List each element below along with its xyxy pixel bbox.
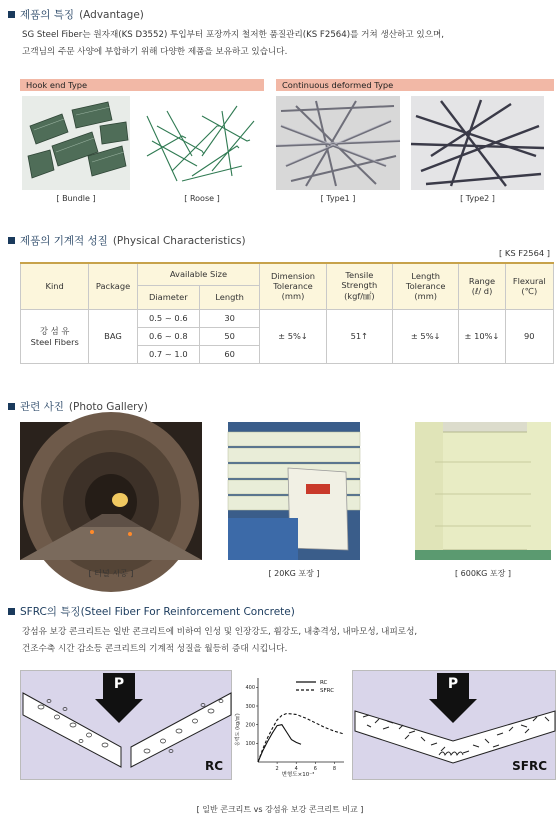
y-tick-label: 400 — [245, 685, 255, 692]
cell-length-tolerance: ± 5%↓ — [393, 309, 459, 363]
table-row — [21, 309, 554, 327]
header-kind: Kind — [21, 263, 89, 309]
stress-strain-chart — [236, 670, 348, 780]
series-line-rc — [258, 725, 301, 762]
cell-length: 50 — [199, 327, 259, 345]
standard-label: [ KS F2564 ] — [499, 248, 550, 258]
advantage-heading — [8, 7, 144, 22]
cell-diameter: 0.6 ~ 0.8 — [137, 327, 199, 345]
header-line: (kgf/㎟) — [344, 291, 375, 302]
physical-title-ko: 제품의 기계적 성질 — [20, 235, 108, 247]
bullet-square-icon — [8, 403, 15, 410]
header-line: (mm) — [281, 291, 305, 302]
header-line: Range — [468, 276, 496, 287]
rc-label: RC — [204, 759, 223, 773]
header-line: (ℓ/ d) — [471, 286, 493, 297]
caption-600kg: [ 600KG 포장 ] — [454, 569, 512, 578]
caption-roose: [ Roose ] — [184, 194, 220, 203]
load-p-label-rc: P — [113, 676, 125, 692]
physical-spec-table — [20, 262, 554, 364]
x-tick-label: 8 — [332, 766, 337, 772]
header-dimension-tolerance — [260, 263, 326, 309]
x-tick-label: 2 — [275, 766, 279, 772]
bullet-square-icon — [8, 608, 15, 615]
caption-tunnel: [ 터널 시공 ] — [88, 569, 134, 578]
y-tick-label: 200 — [245, 722, 255, 729]
y-tick-label: 300 — [245, 703, 255, 710]
cell-diameter: 0.5 ~ 0.6 — [137, 309, 199, 327]
advantage-title-ko: 제품의 특징 — [20, 9, 75, 21]
header-tensile-strength — [326, 263, 392, 309]
header-length-tolerance — [393, 263, 459, 309]
cell-length: 60 — [199, 345, 259, 363]
cell-kind — [21, 309, 89, 363]
tunnel-photo — [20, 422, 202, 560]
comparison-caption: [ 일반 콘크리트 vs 강섬유 보강 콘크리트 비교 ] — [196, 805, 364, 814]
sfrc-label: SFRC — [512, 759, 547, 773]
chart-ylabel: 응력도 (kg/㎠) — [235, 713, 241, 746]
load-p-label-sfrc: P — [447, 676, 459, 692]
cell-dimension-tolerance: ± 5%↓ — [260, 309, 326, 363]
header-range — [459, 263, 505, 309]
header-line: Length — [411, 271, 441, 282]
gallery-heading — [8, 399, 148, 414]
caption-type2: [ Type2 ] — [460, 194, 495, 203]
kind-ko: 강 섬 유 — [40, 326, 70, 336]
header-line: Dimension — [270, 271, 316, 282]
x-tick-label: 4 — [294, 766, 298, 772]
sfrc-title: SFRC의 특징(Steel Fiber For Reinforcement Concrete) — [20, 606, 295, 618]
caption-type1: [ Type1 ] — [320, 194, 356, 203]
sfrc-line-1: 강섬유 보강 콘크리트는 일반 콘크리트에 비하여 인성 및 인장강도, 휨강도, 내충격성, 내마모성, 내피로성, — [22, 627, 418, 637]
header-package: Package — [89, 263, 137, 309]
sfrc-heading — [8, 604, 295, 619]
bullet-square-icon — [8, 237, 15, 244]
header-length: Length — [199, 285, 259, 309]
hook-end-type-label: Hook end Type — [20, 79, 264, 91]
physical-title-en: (Physical Characteristics) — [112, 234, 246, 247]
sfrc-panel — [352, 670, 556, 780]
y-tick-label: 100 — [245, 741, 255, 748]
x-tick-label: 6 — [313, 766, 317, 772]
advantage-line-1: SG Steel Fiber는 원자재(KS D3552) 투입부터 포장까지 철저한 품질관리(KS F2564)를 거쳐 생산하고 있으며, — [22, 30, 445, 40]
chart-svg — [236, 670, 348, 780]
header-line: (mm) — [414, 291, 438, 302]
chart-xlabel: 변형도×10⁻³ — [281, 772, 315, 778]
header-line: Tolerance — [273, 281, 313, 292]
roose-fiber-photo — [142, 96, 262, 190]
kind-en: Steel Fibers — [30, 337, 79, 347]
cell-tensile-strength: 51↑ — [326, 309, 392, 363]
physical-heading — [8, 233, 246, 248]
bundle-fiber-photo — [22, 96, 130, 190]
bullet-square-icon — [8, 11, 15, 18]
sfrc-line-2: 건조수축 시간 감소등 콘크리트의 기계적 성질을 월등히 증대 시킵니다. — [22, 644, 288, 654]
continuous-deformed-type-label: Continuous deformed Type — [276, 79, 554, 91]
gallery-title-en: (Photo Gallery) — [68, 400, 148, 413]
cell-length: 30 — [199, 309, 259, 327]
header-line: Strength — [341, 280, 378, 291]
cell-package: BAG — [89, 309, 137, 363]
advantage-line-2: 고객님의 주문 사양에 부합하기 위해 다양한 제품을 보유하고 있습니다. — [22, 47, 288, 57]
cell-flexural: 90 — [505, 309, 553, 363]
bag-20kg-photo — [228, 422, 360, 560]
header-flexural — [505, 263, 553, 309]
caption-20kg: [ 20KG 포장 ] — [268, 569, 320, 578]
header-line: Tolerance — [405, 281, 446, 292]
caption-bundle: [ Bundle ] — [56, 194, 96, 203]
cell-range: ± 10%↓ — [459, 309, 505, 363]
header-line: Flexural — [512, 276, 546, 287]
header-line: (℃) — [521, 286, 538, 297]
bag-600kg-photo — [415, 422, 551, 560]
header-available-size: Available Size — [137, 263, 260, 285]
header-line: Tensile — [345, 270, 374, 281]
advantage-title-en: (Advantage) — [79, 8, 144, 21]
legend-sfrc: SFRC — [320, 688, 335, 694]
legend-rc: RC — [320, 680, 328, 686]
type1-fiber-photo — [276, 96, 400, 190]
cell-diameter: 0.7 ~ 1.0 — [137, 345, 199, 363]
series-line-sfrc — [258, 713, 344, 762]
rc-panel — [20, 670, 232, 780]
type2-fiber-photo — [411, 96, 544, 190]
gallery-title-ko: 관련 사진 — [20, 401, 64, 413]
header-diameter: Diameter — [137, 285, 199, 309]
